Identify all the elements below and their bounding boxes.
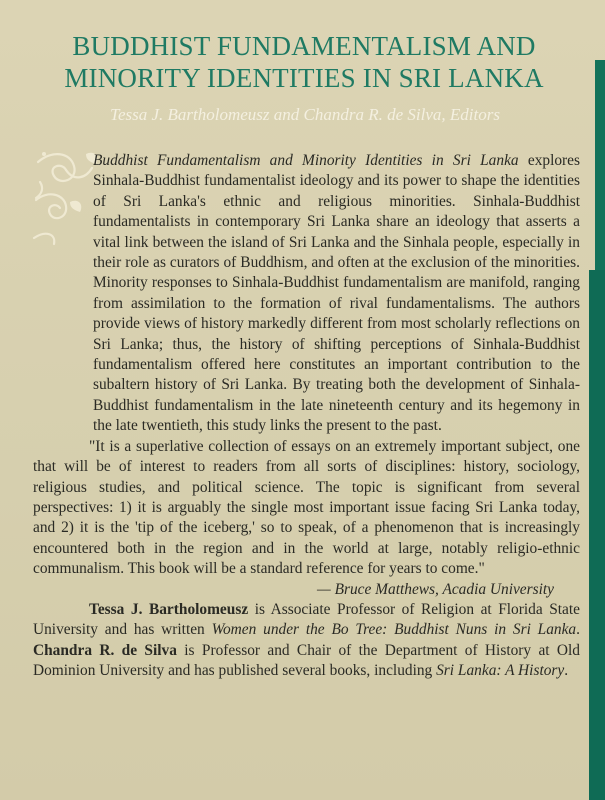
editor1-book: Women under the Bo Tree: Buddhist Nuns in Sri Lanka (211, 621, 577, 639)
editors-bio (33, 600, 580, 682)
review-quote: "It is a superlative collection of essays on an extremely important subject, one that will be of interest to readers from all sorts of disciplines: history, sociology, religious studies, and political science. The topic is significant from several perspectives: 1) it is arguably the single most important issue facing Sri Lanka today, and 2) it is the 'tip of the iceberg,' so to speak, of a phenomenon that is increasingly encountered both in the region and in the world at large, notably religio-ethnic communalism. This book will be a standard reference for years to come." (33, 437, 580, 578)
editor1-name: Tessa J. Bartholomeusz (89, 600, 249, 618)
book-title-heading (34, 30, 574, 94)
editor2-book: Sri Lanka: A History (436, 662, 565, 680)
review-attribution: — Bruce Matthews, Acadia University (317, 580, 554, 598)
description-text: explores Sinhala-Buddhist fundamentalist ideology and its power to shape the identities of Sri Lanka's ethnic and religious minorities. Sinhala-Buddhist fundamentalists in contemporary Sri Lanka share an ideology that asserts a vital link between the island of Sri Lanka and the Sinhala people, especially in their role as curators of Buddhism, and often at the exclusion of the minorities. Minority responses to Sinhala-Buddhist fundamentalism are manifold, ranging from assimilation to the formation of rival fundamentalisms. The authors provide views of history markedly different from most scholarly reflections on Sri Lanka; thus, the history of shifting perceptions of Sinhala-Buddhist fundamentalism offered here constitutes an important contribution to the subaltern history of Sri Lanka. By treating both the development of Sinhala-Buddhist fundamentalism in the late nineteenth century and its hegemony in the late twentieth, this study links the present to the past. (93, 152, 580, 435)
description-paragraph (33, 151, 580, 437)
description-book-title: Buddhist Fundamentalism and Minority Identities in Sri Lanka (93, 152, 519, 169)
editors-line: Tessa J. Bartholomeusz and Chandra R. de Silva, Editors (110, 105, 500, 124)
title-line-2: MINORITY IDENTITIES IN SRI LANKA (64, 63, 544, 93)
description-body (33, 151, 580, 682)
cover-edge-band-lower (589, 270, 605, 800)
editor2-bio-text: is Professor and Chair of the Department of History at Old Dominion University and has published several books, including (33, 641, 580, 680)
editor2-name: Chandra R. de Silva (33, 641, 177, 659)
title-line-1: BUDDHIST FUNDAMENTALISM AND (72, 31, 536, 61)
editor1-bio-text: is Associate Professor of Religion at Florida State University and has written (33, 600, 580, 639)
bio-end: . (564, 662, 569, 680)
bio-separator: . (576, 621, 580, 639)
